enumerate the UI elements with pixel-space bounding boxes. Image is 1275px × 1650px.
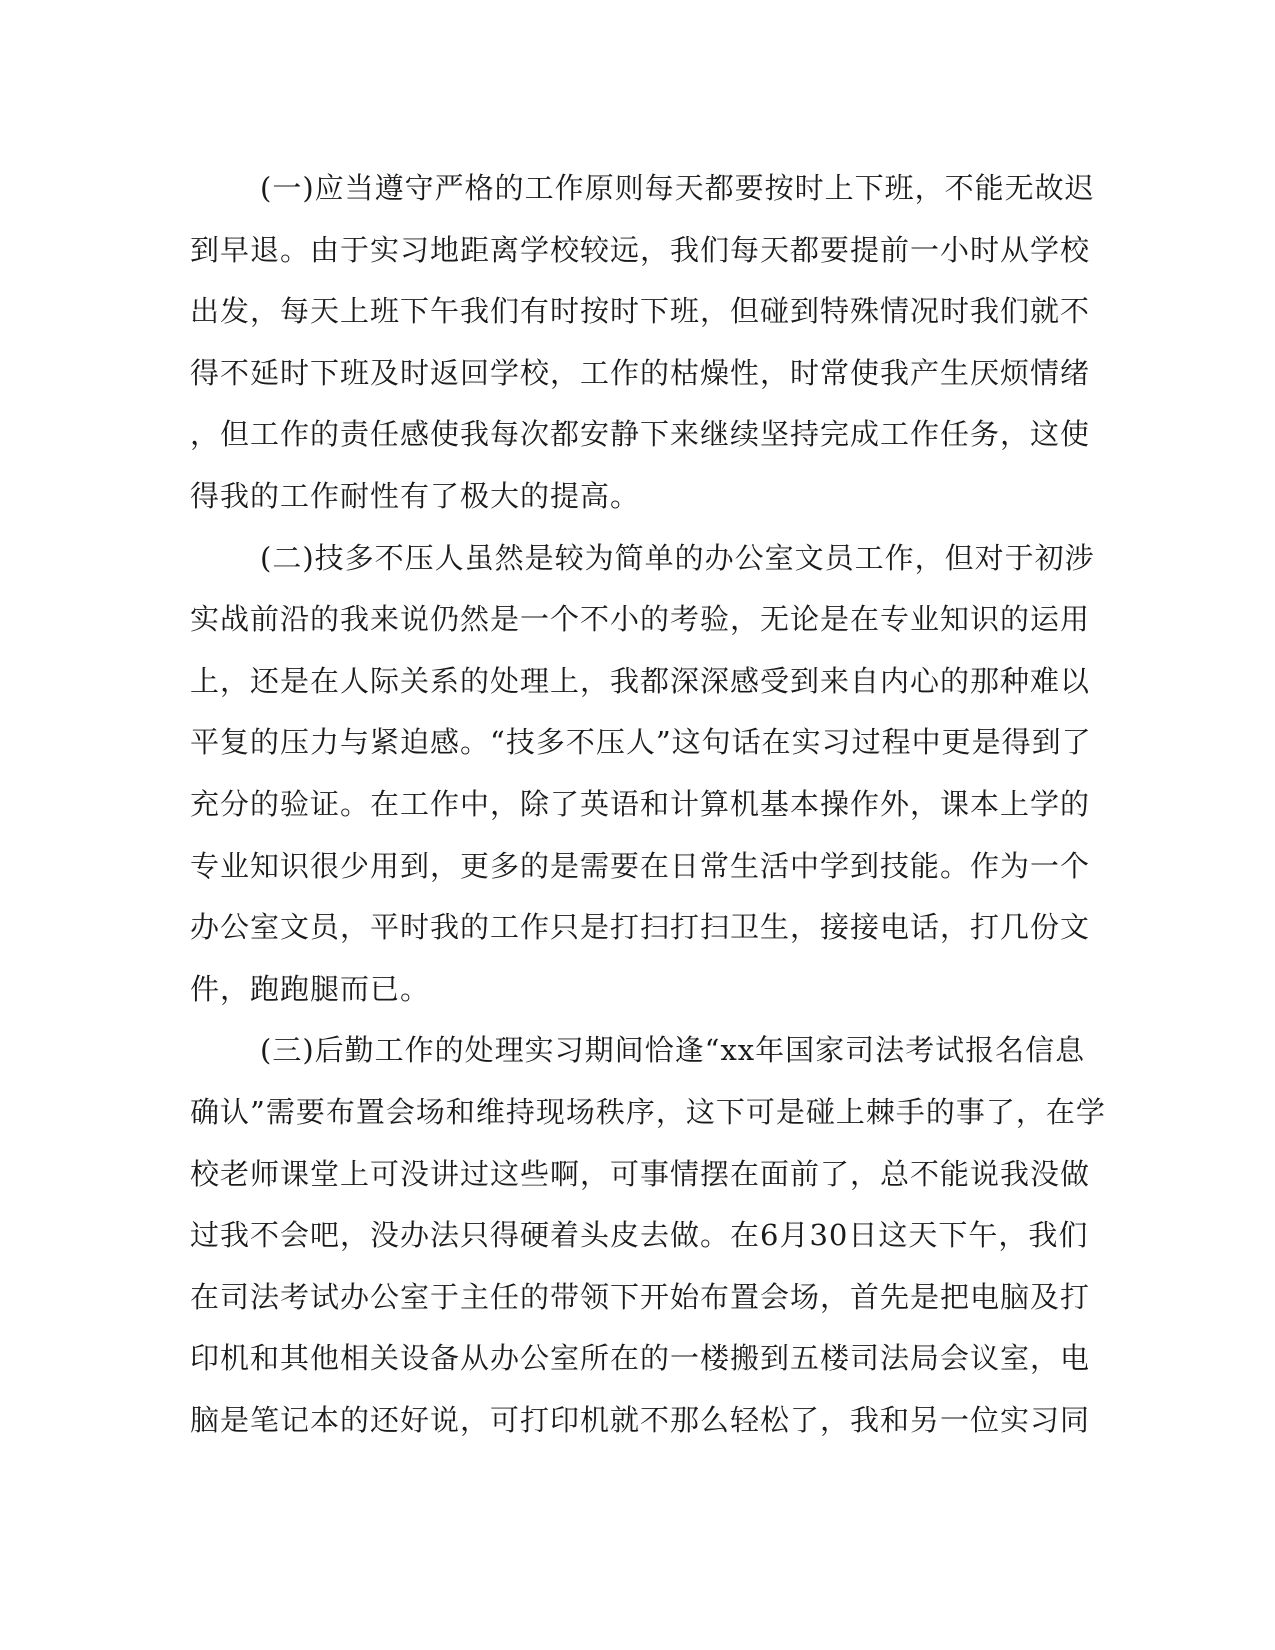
text-line: 出发，每天上班下午我们有时按时下班，但碰到特殊情况时我们就不 xyxy=(190,294,1091,329)
text-line: 平复的压力与紧迫感。“技多不压人”这句话在实习过程中更是得到了 xyxy=(190,725,1092,760)
text-line: 校老师课堂上可没讲过这些啊，可事情摆在面前了，总不能说我没做 xyxy=(190,1156,1091,1191)
text-line: 确认”需要布置会场和维持现场秩序，这下可是碰上棘手的事了，在学 xyxy=(190,1094,1106,1129)
text-line: 脑是笔记本的还好说，可打印机就不那么轻松了，我和另一位实习同 xyxy=(190,1402,1091,1437)
text-line: 办公室文员，平时我的工作只是打扫打扫卫生，接接电话，打几份文 xyxy=(190,910,1091,945)
text-line: 件，跑跑腿而已。 xyxy=(190,971,431,1006)
text-line: ，但工作的责任感使我每次都安静下来继续坚持完成工作任务，这使 xyxy=(190,417,1091,452)
text-line: 印机和其他相关设备从办公室所在的一楼搬到五楼司法局会议室，电 xyxy=(190,1341,1091,1376)
text-line: 到早退。由于实习地距离学校较远，我们每天都要提前一小时从学校 xyxy=(190,232,1091,267)
paragraph-1 xyxy=(190,158,1095,528)
text-line: (一)应当遵守严格的工作原则每天都要按时上下班，不能无故迟 xyxy=(260,171,1095,205)
text-line: 得不延时下班及时返回学校，工作的枯燥性，时常使我产生厌烦情绪 xyxy=(190,355,1091,390)
document-body xyxy=(190,158,1106,1451)
paragraph-2 xyxy=(190,528,1095,1021)
text-line: 专业知识很少用到，更多的是需要在日常生活中学到技能。作为一个 xyxy=(190,848,1091,883)
text-line: 充分的验证。在工作中，除了英语和计算机基本操作外，课本上学的 xyxy=(190,786,1091,821)
text-line: 得我的工作耐性有了极大的提高。 xyxy=(190,478,641,513)
text-line: (二)技多不压人虽然是较为简单的办公室文员工作，但对于初涉 xyxy=(260,540,1095,575)
text-line: 过我不会吧，没办法只得硬着头皮去做。在6月30日这天下午，我们 xyxy=(190,1218,1089,1253)
text-line: 实战前沿的我来说仍然是一个不小的考验，无论是在专业知识的运用 xyxy=(190,602,1091,637)
paragraph-3 xyxy=(190,1020,1106,1451)
text-line: (三)后勤工作的处理实习期间恰逢“xx年国家司法考试报名信息 xyxy=(260,1033,1086,1068)
text-line: 上，还是在人际关系的处理上，我都深深感受到来自内心的那种难以 xyxy=(190,663,1091,698)
text-line: 在司法考试办公室于主任的带领下开始布置会场，首先是把电脑及打 xyxy=(190,1279,1091,1314)
